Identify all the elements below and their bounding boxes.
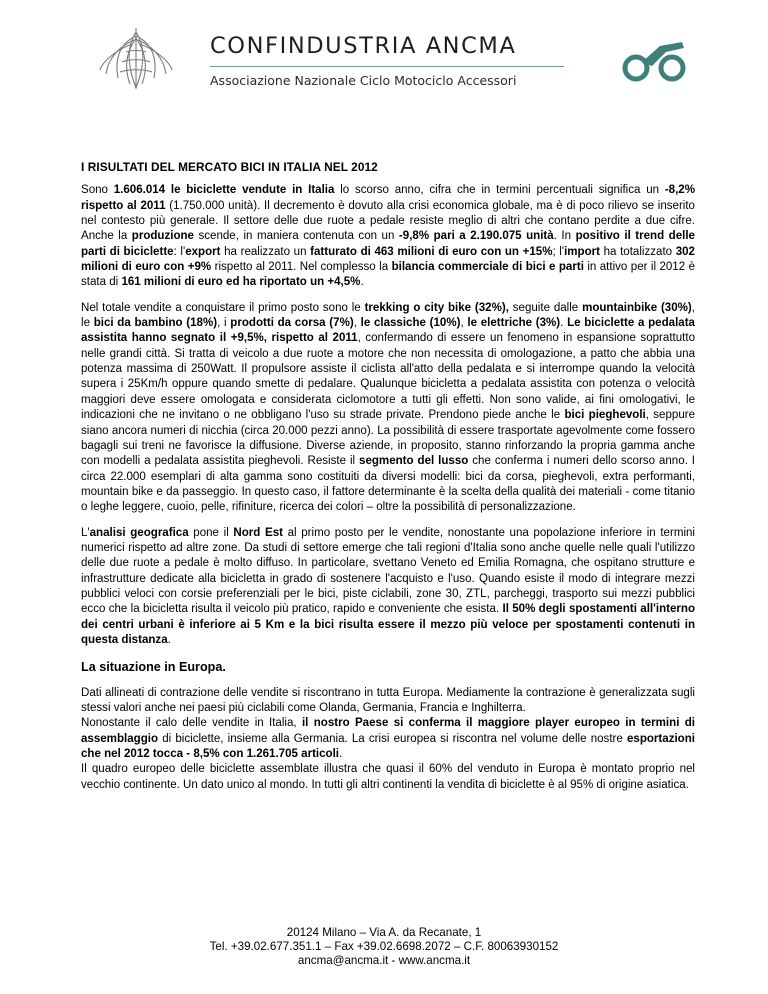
footer-contact	[0, 926, 768, 969]
footer-address: 20124 Milano – Via A. da Recanate, 1	[286, 926, 482, 939]
text-run: Nel totale vendite a conquistare il primo posto sono le	[81, 301, 365, 314]
bold-run: fatturato di 463 milioni di euro con un +15%	[310, 245, 553, 258]
bold-run: mountainbike (30%)	[582, 301, 692, 314]
text-run: ha totalizzato	[600, 245, 676, 258]
paragraph-geography	[81, 526, 695, 649]
bold-run: bici pieghevoli	[564, 409, 646, 422]
text-run: Sono	[81, 184, 114, 197]
bold-run: -9,8% pari a 2.190.075 unità	[398, 230, 554, 243]
text-run: seguite dalle	[508, 301, 583, 314]
paragraph-european-framework	[81, 762, 695, 793]
bold-run: Le biciclette a pedalata assistita hanno segnato il +9,5%, rispetto al 2011	[81, 317, 695, 345]
text-run: , le	[81, 301, 695, 330]
section-title-europe: La situazione in Europa.	[81, 660, 226, 675]
bold-run: il nostro Paese si conferma il maggiore player europeo in termini di assemblaggio	[81, 717, 696, 745]
text-run: pone il	[188, 526, 234, 539]
bold-run: 1.606.014 le biciclette vendute in Italia	[113, 184, 335, 197]
text-run: .	[339, 748, 343, 761]
confindustria-emblem-icon	[96, 22, 176, 94]
text-run: lo scorso anno, cifra che in termini percentuali significa un	[334, 184, 665, 197]
text-run: , seppure siano ancora numeri di nicchia (circa 20.000 pezzi anno). La possibilità di essere trasportate agevolmente come fossero bagagli sui treni ne favorisce la diffusione. Diverse aziende, in proposito, stanno rinforzando la propria gamma anche con modelli a pedalata assistita pieghevoli. Resiste il	[81, 409, 696, 468]
bold-run: esportazioni che nel 2012 tocca - 8,5% con 1.261.705 articoli	[81, 732, 695, 761]
bold-run: Nord Est	[233, 526, 283, 539]
text-run: : l'	[173, 245, 186, 258]
text-run: scende, in maniera contenuta con un	[193, 230, 399, 243]
paragraph-assembly	[81, 716, 695, 762]
paragraph-europe-contraction	[81, 686, 695, 717]
organization-subtitle: Associazione Nazionale Ciclo Motociclo Accessori	[210, 73, 517, 88]
paragraph-categories	[81, 301, 695, 516]
letterhead	[0, 0, 768, 110]
text-run: L'	[81, 526, 90, 539]
bold-run: Il 50% degli spostamenti all'interno dei centri urbani è inferiore ai 5 Km e la bici risulta essere il mezzo più veloce per spostamenti contenuti in questa distanza	[81, 603, 696, 646]
text-run: in attivo per il 2012 è stata di	[81, 261, 695, 289]
bold-run: produzione	[131, 230, 194, 243]
organization-name: CONFINDUSTRIA ANCMA	[210, 33, 517, 59]
text-run: (1.750.000 unità). Il decremento è dovuto alla crisi economica globale, ma è di poco rilievo se inserito nel contesto più generale. Il settore delle due ruote a pedale resiste meglio di altri che contano perdite a due cifre. Anche la	[81, 199, 695, 243]
bold-run: export	[185, 245, 221, 258]
text-run: ,	[353, 317, 361, 330]
bold-run: 161 milioni di euro ed ha riportato un +4,5%	[121, 276, 361, 289]
ancma-motorcycle-logo-icon	[622, 38, 688, 84]
bold-run: -8,2% rispetto al 2011	[81, 184, 695, 212]
text-run: di biciclette, insieme alla Germania. La crisi europea si riscontra nel volume delle nostre	[158, 732, 627, 745]
bold-run: 302 milioni di euro con +9%	[81, 245, 695, 274]
bold-run: analisi geografica	[89, 526, 189, 539]
text-run: al primo posto per le vendite, nonostante una popolazione inferiore in termini numerici rispetto ad altre zone. Da studi di settore emerge che tali regioni d'Italia sono anche quelle nelle quali l'utilizzo delle due ruote a pedale è molto diffuso. In particolare, svettano Veneto ed Emilia Romagna, che ospitano strutture e infrastrutture dedicate alla bicicletta in grado di sostenere l'acquisto e l'uso. Quando esiste il modo di integrare mezzi pubblici veloci con corsie preferenziali per le bici, piste ciclabili, zone 30, ZTL, parcheggi, trasporto sui mezzi pubblici ecco che la bicicletta risulta il veicolo più pratico, rapido e conveniente che esista.	[81, 526, 696, 616]
bold-run: trekking o city bike (32%),	[364, 301, 509, 314]
bold-run: import	[564, 245, 600, 258]
article	[81, 160, 695, 803]
text-run: .	[560, 317, 568, 330]
bold-run: bici da bambino (18%)	[93, 317, 218, 330]
text-run: che conferma i numeri dello scorso anno. I circa 22.000 esemplari di alta gamma sono costituiti da diversi modelli: bici da corsa, pieghevoli, extra performanti, mountain bike e da passeggio. In questo caso, il fattore determinante è la scelta della qualità dei materiali - come titanio o leghe leggere, cuoio, pelle, rifiniture, ricerca dei colori – oltre la possibilità di personalizzazione.	[81, 455, 695, 514]
paragraph-sales	[81, 183, 695, 290]
text-run: Nonostante il calo delle vendite in Italia,	[81, 717, 302, 730]
bold-run: prodotti da corsa (7%)	[230, 317, 354, 330]
text-run: rispetto al 2011. Nel complesso la	[211, 261, 392, 274]
bold-run: bilancia commerciale di bici e parti	[391, 261, 584, 274]
bold-run: le classiche (10%)	[360, 317, 461, 330]
bold-run: positivo il trend delle parti di biciclette	[81, 230, 695, 258]
text-run: ha realizzato un	[220, 245, 311, 258]
text-run: ,	[460, 317, 468, 330]
text-run: , confermando di essere un fenomeno in espansione soprattutto nelle grandi città. Si tratta di veicolo a due ruote a motore che non necessita di omologazione, a patto che abbia una potenza massima di 250Watt. Il propulsore assiste il ciclista all'atto della pedalata e si interrompe quando la velocità supera i 25Km/h oppure quando smette di pedalare. Qualunque bicicletta a pedalata assistita con potenza o velocità maggiori deve essere omologata e considerata ciclomotore a tutti gli effetti. Non sono valide, ai fini omologativi, le indicazioni che ne invitano o ne obbligano l'uso su strade private. Prendono piede anche le	[81, 332, 695, 422]
header-divider	[210, 66, 564, 67]
text-run: . In	[553, 230, 576, 243]
text-run: .	[167, 633, 171, 646]
text-run: Dati allineati di contrazione delle vendite si riscontrano in tutta Europa. Mediamente la contrazione è generalizzata sugli stessi valori anche nei paesi più ciclabili come Olanda, Germania, Francia e Inghilterra.	[81, 686, 695, 714]
text-run: Il quadro europeo delle biciclette assemblate illustra che quasi il 60% del venduto in Europa è montato proprio nel vecchio continente. Un dato unico al mondo. In tutti gli altri continenti la vendita di biciclette è al 95% di origine asiatica.	[81, 763, 695, 791]
bold-run: segmento del lusso	[359, 455, 469, 468]
bold-run: le elettriche (3%)	[467, 317, 561, 330]
footer-email-web: ancma@ancma.it - www.ancma.it	[297, 954, 471, 968]
text-run: ; l'	[552, 245, 565, 258]
text-run: , i	[217, 317, 231, 330]
article-title: I RISULTATI DEL MERCATO BICI IN ITALIA NEL 2012	[81, 160, 378, 174]
footer-phone-fax: Tel. +39.02.677.351.1 – Fax +39.02.6698.2072 – C.F. 80063930152	[209, 940, 559, 954]
text-run: .	[360, 276, 364, 289]
